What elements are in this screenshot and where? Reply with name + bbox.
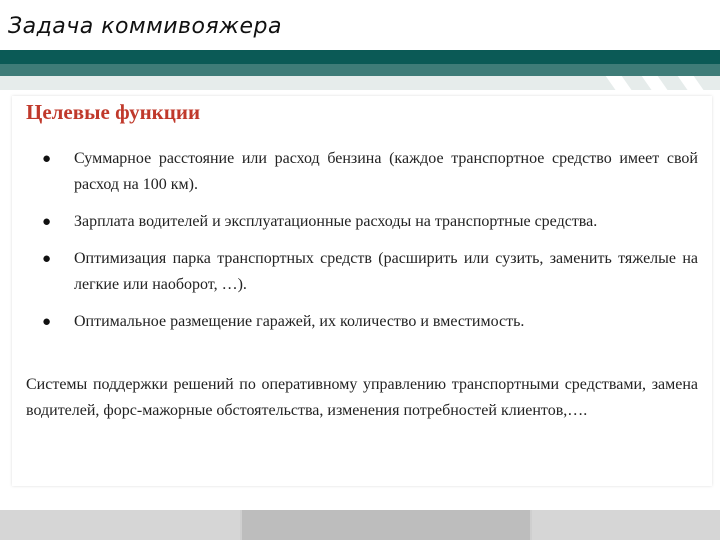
footer-segment (532, 510, 720, 540)
bullet-item (12, 146, 712, 198)
bullet-text: Оптимизация парка транспортных средств (расширить или сузить, заменить тяжелые на легкие или наоборот, …). (74, 250, 698, 293)
header-band-mid (0, 64, 720, 76)
header-band-dark (0, 50, 720, 64)
bullet-item (12, 309, 712, 335)
header-band-light (0, 76, 720, 90)
bullet-icon: ● (42, 151, 52, 167)
bullet-text: Суммарное расстояние или расход бензина (каждое транспортное средство имеет свой расход на 100 км). (74, 150, 698, 193)
bullet-icon: ● (42, 251, 52, 267)
bullet-text: Зарплата водителей и эксплуатационные расходы на транспортные средства. (74, 213, 598, 230)
decorative-stripe (637, 76, 674, 90)
decorative-stripe (601, 76, 638, 90)
footer-bar (0, 510, 720, 540)
bullet-item (12, 246, 712, 298)
footer-segment (242, 510, 530, 540)
bullet-icon: ● (42, 314, 52, 330)
content-panel (12, 96, 712, 486)
bullet-list (12, 146, 712, 346)
decorative-stripe (673, 76, 710, 90)
bullet-item (12, 209, 712, 235)
summary-paragraph: Системы поддержки решений по оперативному управлению транспортными средствами, замена водителей, форс-мажорные обстоятельства, изменения потребностей клиентов,…. (26, 376, 698, 419)
slide-title: Задача коммивояжера (8, 14, 282, 39)
bullet-icon: ● (42, 214, 52, 230)
footer-segment (0, 510, 240, 540)
section-heading: Целевые функции (26, 100, 201, 124)
bullet-text: Оптимальное размещение гаражей, их количество и вместимость. (74, 313, 525, 330)
